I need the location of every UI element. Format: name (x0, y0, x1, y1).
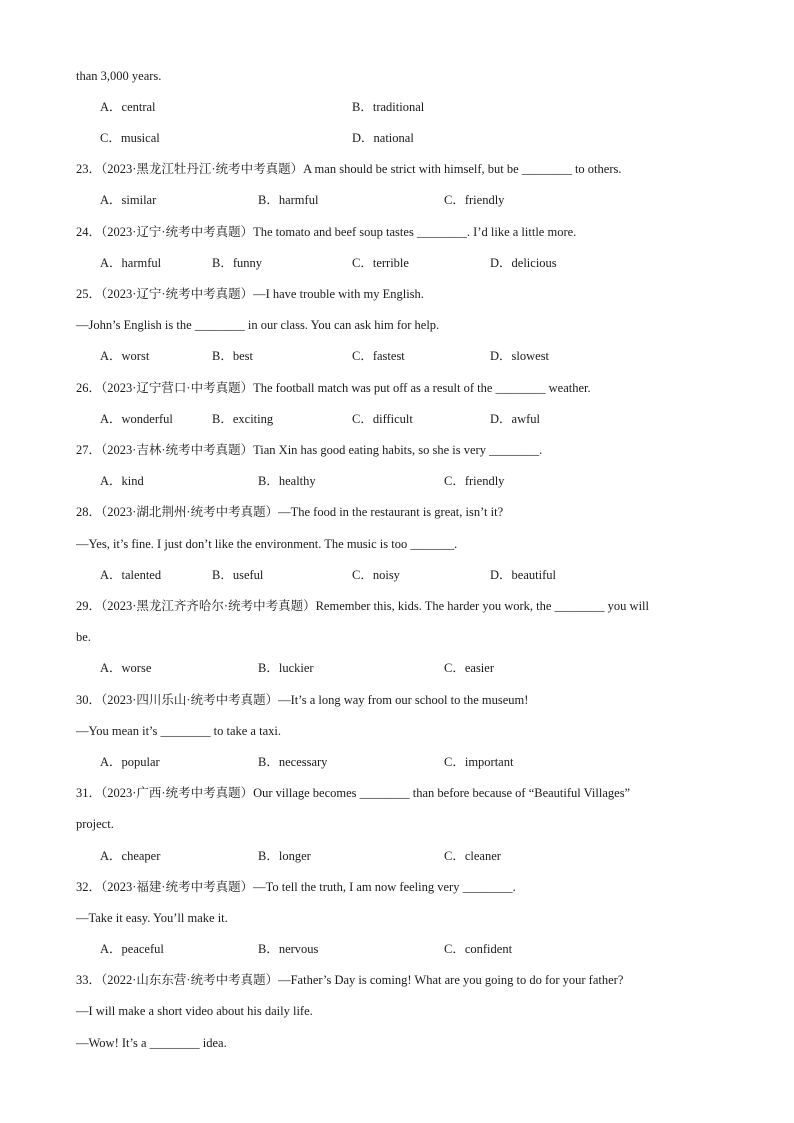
option-b (212, 346, 253, 366)
option-letter: C． (352, 349, 373, 363)
option-d (490, 409, 540, 429)
option-text: slowest (511, 349, 550, 363)
option-text: kind (121, 474, 144, 488)
question-source: （2023·黑龙江牡丹江·统考中考真题） (101, 162, 304, 176)
option-letter: B． (212, 256, 233, 270)
question-text: The football match was put off as a result of the ________ weather. (253, 381, 591, 395)
option-letter: B． (212, 349, 233, 363)
question-line: —You mean it’s ________ to take a taxi. (76, 724, 281, 738)
option-text: friendly (464, 474, 505, 488)
option-text: friendly (464, 193, 505, 207)
option-b (258, 190, 318, 210)
option-letter: D． (490, 349, 512, 363)
option-text: fastest (372, 349, 405, 363)
question-line: —Wow! It’s a ________ idea. (76, 1036, 227, 1050)
option-c (352, 409, 413, 429)
question-line: —Yes, it’s fine. I just don’t like the environment. The music is too _______. (76, 537, 458, 551)
option-c (352, 346, 405, 366)
option-letter: C． (444, 849, 465, 863)
option-text: harmful (121, 256, 162, 270)
option-letter: C． (100, 131, 121, 145)
question-text: A man should be strict with himself, but be ________ to others. (303, 162, 622, 176)
option-text: popular (121, 755, 160, 769)
option-letter: A． (100, 256, 122, 270)
option-letter: A． (100, 568, 122, 582)
option-text: similar (121, 193, 157, 207)
question-number: 24． (76, 225, 102, 239)
option-c (444, 190, 504, 210)
question-text: —To tell the truth, I am now feeling very ________. (253, 880, 516, 894)
question-number: 28． (76, 505, 102, 519)
option-text: harmful (278, 193, 319, 207)
option-c (444, 658, 494, 678)
option-text: traditional (372, 100, 425, 114)
question-text: Remember this, kids. The harder you work, the ________ you will (315, 599, 649, 613)
question-line: —Take it easy. You’ll make it. (76, 911, 228, 925)
option-text: musical (120, 131, 160, 145)
option-letter: A． (100, 942, 122, 956)
question-number: 25． (76, 287, 102, 301)
option-c (444, 939, 512, 959)
option-letter: B． (212, 412, 233, 426)
option-text: exciting (232, 412, 274, 426)
option-letter: A． (100, 349, 122, 363)
question-source: （2022·山东东营·统考中考真题） (101, 973, 279, 987)
question-source: （2023·吉林·统考中考真题） (101, 443, 254, 457)
option-letter: C． (444, 942, 465, 956)
option-text: beautiful (511, 568, 556, 582)
option-b (258, 658, 314, 678)
option-text: central (121, 100, 156, 114)
option-letter: A． (100, 849, 122, 863)
option-letter: A． (100, 755, 122, 769)
option-letter: C． (352, 256, 373, 270)
option-letter: C． (444, 193, 465, 207)
question-number: 29． (76, 599, 102, 613)
option-text: nervous (278, 942, 319, 956)
question-source: （2023·福建·统考中考真题） (101, 880, 254, 894)
option-d (352, 128, 414, 148)
question-text: —Father’s Day is coming! What are you going to do for your father? (278, 973, 624, 987)
option-text: delicious (511, 256, 557, 270)
option-b (352, 97, 424, 117)
option-c (100, 128, 160, 148)
option-text: worse (121, 661, 152, 675)
lead-text: than 3,000 years. (76, 69, 162, 83)
question-25 (76, 284, 718, 304)
option-c (444, 471, 504, 491)
option-a (100, 97, 156, 117)
question-text: Our village becomes ________ than before because of “Beautiful Villages” (253, 786, 631, 800)
question-27 (76, 440, 718, 460)
question-text: The tomato and beef soup tastes ________. I’d like a little more. (253, 225, 577, 239)
option-text: luckier (278, 661, 314, 675)
option-a (100, 565, 161, 585)
option-a (100, 346, 149, 366)
option-text: difficult (372, 412, 413, 426)
question-26 (76, 378, 718, 398)
option-a (100, 253, 161, 273)
option-letter: B． (258, 474, 279, 488)
option-text: funny (232, 256, 263, 270)
option-letter: C． (352, 568, 373, 582)
option-text: terrible (372, 256, 409, 270)
question-29 (76, 596, 718, 616)
option-text: important (464, 755, 514, 769)
question-text: —It’s a long way from our school to the museum! (278, 693, 529, 707)
option-d (490, 565, 556, 585)
question-33 (76, 970, 718, 990)
option-b (258, 752, 327, 772)
question-text: —I have trouble with my English. (253, 287, 424, 301)
option-letter: A． (100, 412, 122, 426)
option-letter: C． (444, 755, 465, 769)
question-source: （2023·四川乐山·统考中考真题） (101, 693, 279, 707)
option-a (100, 409, 173, 429)
option-letter: B． (352, 100, 373, 114)
question-number: 32． (76, 880, 102, 894)
option-letter: C． (444, 474, 465, 488)
option-text: awful (511, 412, 540, 426)
option-text: cheaper (121, 849, 161, 863)
option-a (100, 471, 144, 491)
option-text: healthy (278, 474, 316, 488)
option-text: best (232, 349, 253, 363)
option-b (258, 471, 316, 491)
option-c (352, 565, 400, 585)
question-number: 26． (76, 381, 102, 395)
option-letter: C． (444, 661, 465, 675)
question-line: project. (76, 817, 114, 831)
option-letter: B． (258, 661, 279, 675)
option-text: easier (464, 661, 494, 675)
option-letter: D． (352, 131, 374, 145)
option-b (258, 939, 318, 959)
option-letter: B． (258, 942, 279, 956)
question-line: —John’s English is the ________ in our class. You can ask him for help. (76, 318, 440, 332)
question-source: （2023·湖北荆州·统考中考真题） (101, 505, 279, 519)
option-letter: B． (258, 849, 279, 863)
option-letter: C． (352, 412, 373, 426)
option-text: talented (121, 568, 162, 582)
question-text: Tian Xin has good eating habits, so she is very ________. (253, 443, 543, 457)
option-text: national (373, 131, 414, 145)
option-text: peaceful (121, 942, 164, 956)
option-d (490, 253, 557, 273)
question-23 (76, 159, 718, 179)
question-source: （2023·辽宁·统考中考真题） (101, 225, 254, 239)
option-letter: A． (100, 193, 122, 207)
question-30 (76, 690, 718, 710)
question-source: （2023·辽宁·统考中考真题） (101, 287, 254, 301)
question-source: （2023·辽宁营口·中考真题） (101, 381, 254, 395)
option-b (258, 846, 311, 866)
option-a (100, 939, 164, 959)
option-c (352, 253, 409, 273)
option-letter: A． (100, 661, 122, 675)
question-number: 30． (76, 693, 102, 707)
question-28 (76, 502, 718, 522)
question-31 (76, 783, 718, 803)
option-text: cleaner (464, 849, 501, 863)
option-letter: B． (212, 568, 233, 582)
option-letter: D． (490, 412, 512, 426)
option-a (100, 658, 151, 678)
option-b (212, 409, 273, 429)
question-number: 27． (76, 443, 102, 457)
option-letter: D． (490, 256, 512, 270)
question-number: 31． (76, 786, 102, 800)
option-text: noisy (372, 568, 400, 582)
option-d (490, 346, 549, 366)
question-line: —I will make a short video about his daily life. (76, 1004, 313, 1018)
option-letter: A． (100, 100, 122, 114)
option-text: confident (464, 942, 513, 956)
question-source: （2023·广西·统考中考真题） (101, 786, 254, 800)
option-b (212, 253, 262, 273)
option-letter: D． (490, 568, 512, 582)
option-text: longer (278, 849, 311, 863)
question-source: （2023·黑龙江齐齐哈尔·统考中考真题） (101, 599, 316, 613)
option-text: worst (121, 349, 150, 363)
option-c (444, 752, 513, 772)
option-a (100, 190, 156, 210)
question-number: 33． (76, 973, 102, 987)
option-a (100, 846, 160, 866)
option-text: necessary (278, 755, 328, 769)
question-number: 23． (76, 162, 102, 176)
option-a (100, 752, 160, 772)
option-text: useful (232, 568, 264, 582)
question-line: be. (76, 630, 91, 644)
question-24 (76, 222, 718, 242)
option-c (444, 846, 501, 866)
option-b (212, 565, 263, 585)
question-text: —The food in the restaurant is great, isn’t it? (278, 505, 504, 519)
question-32 (76, 877, 718, 897)
option-letter: B． (258, 193, 279, 207)
option-letter: A． (100, 474, 122, 488)
option-text: wonderful (121, 412, 173, 426)
option-letter: B． (258, 755, 279, 769)
